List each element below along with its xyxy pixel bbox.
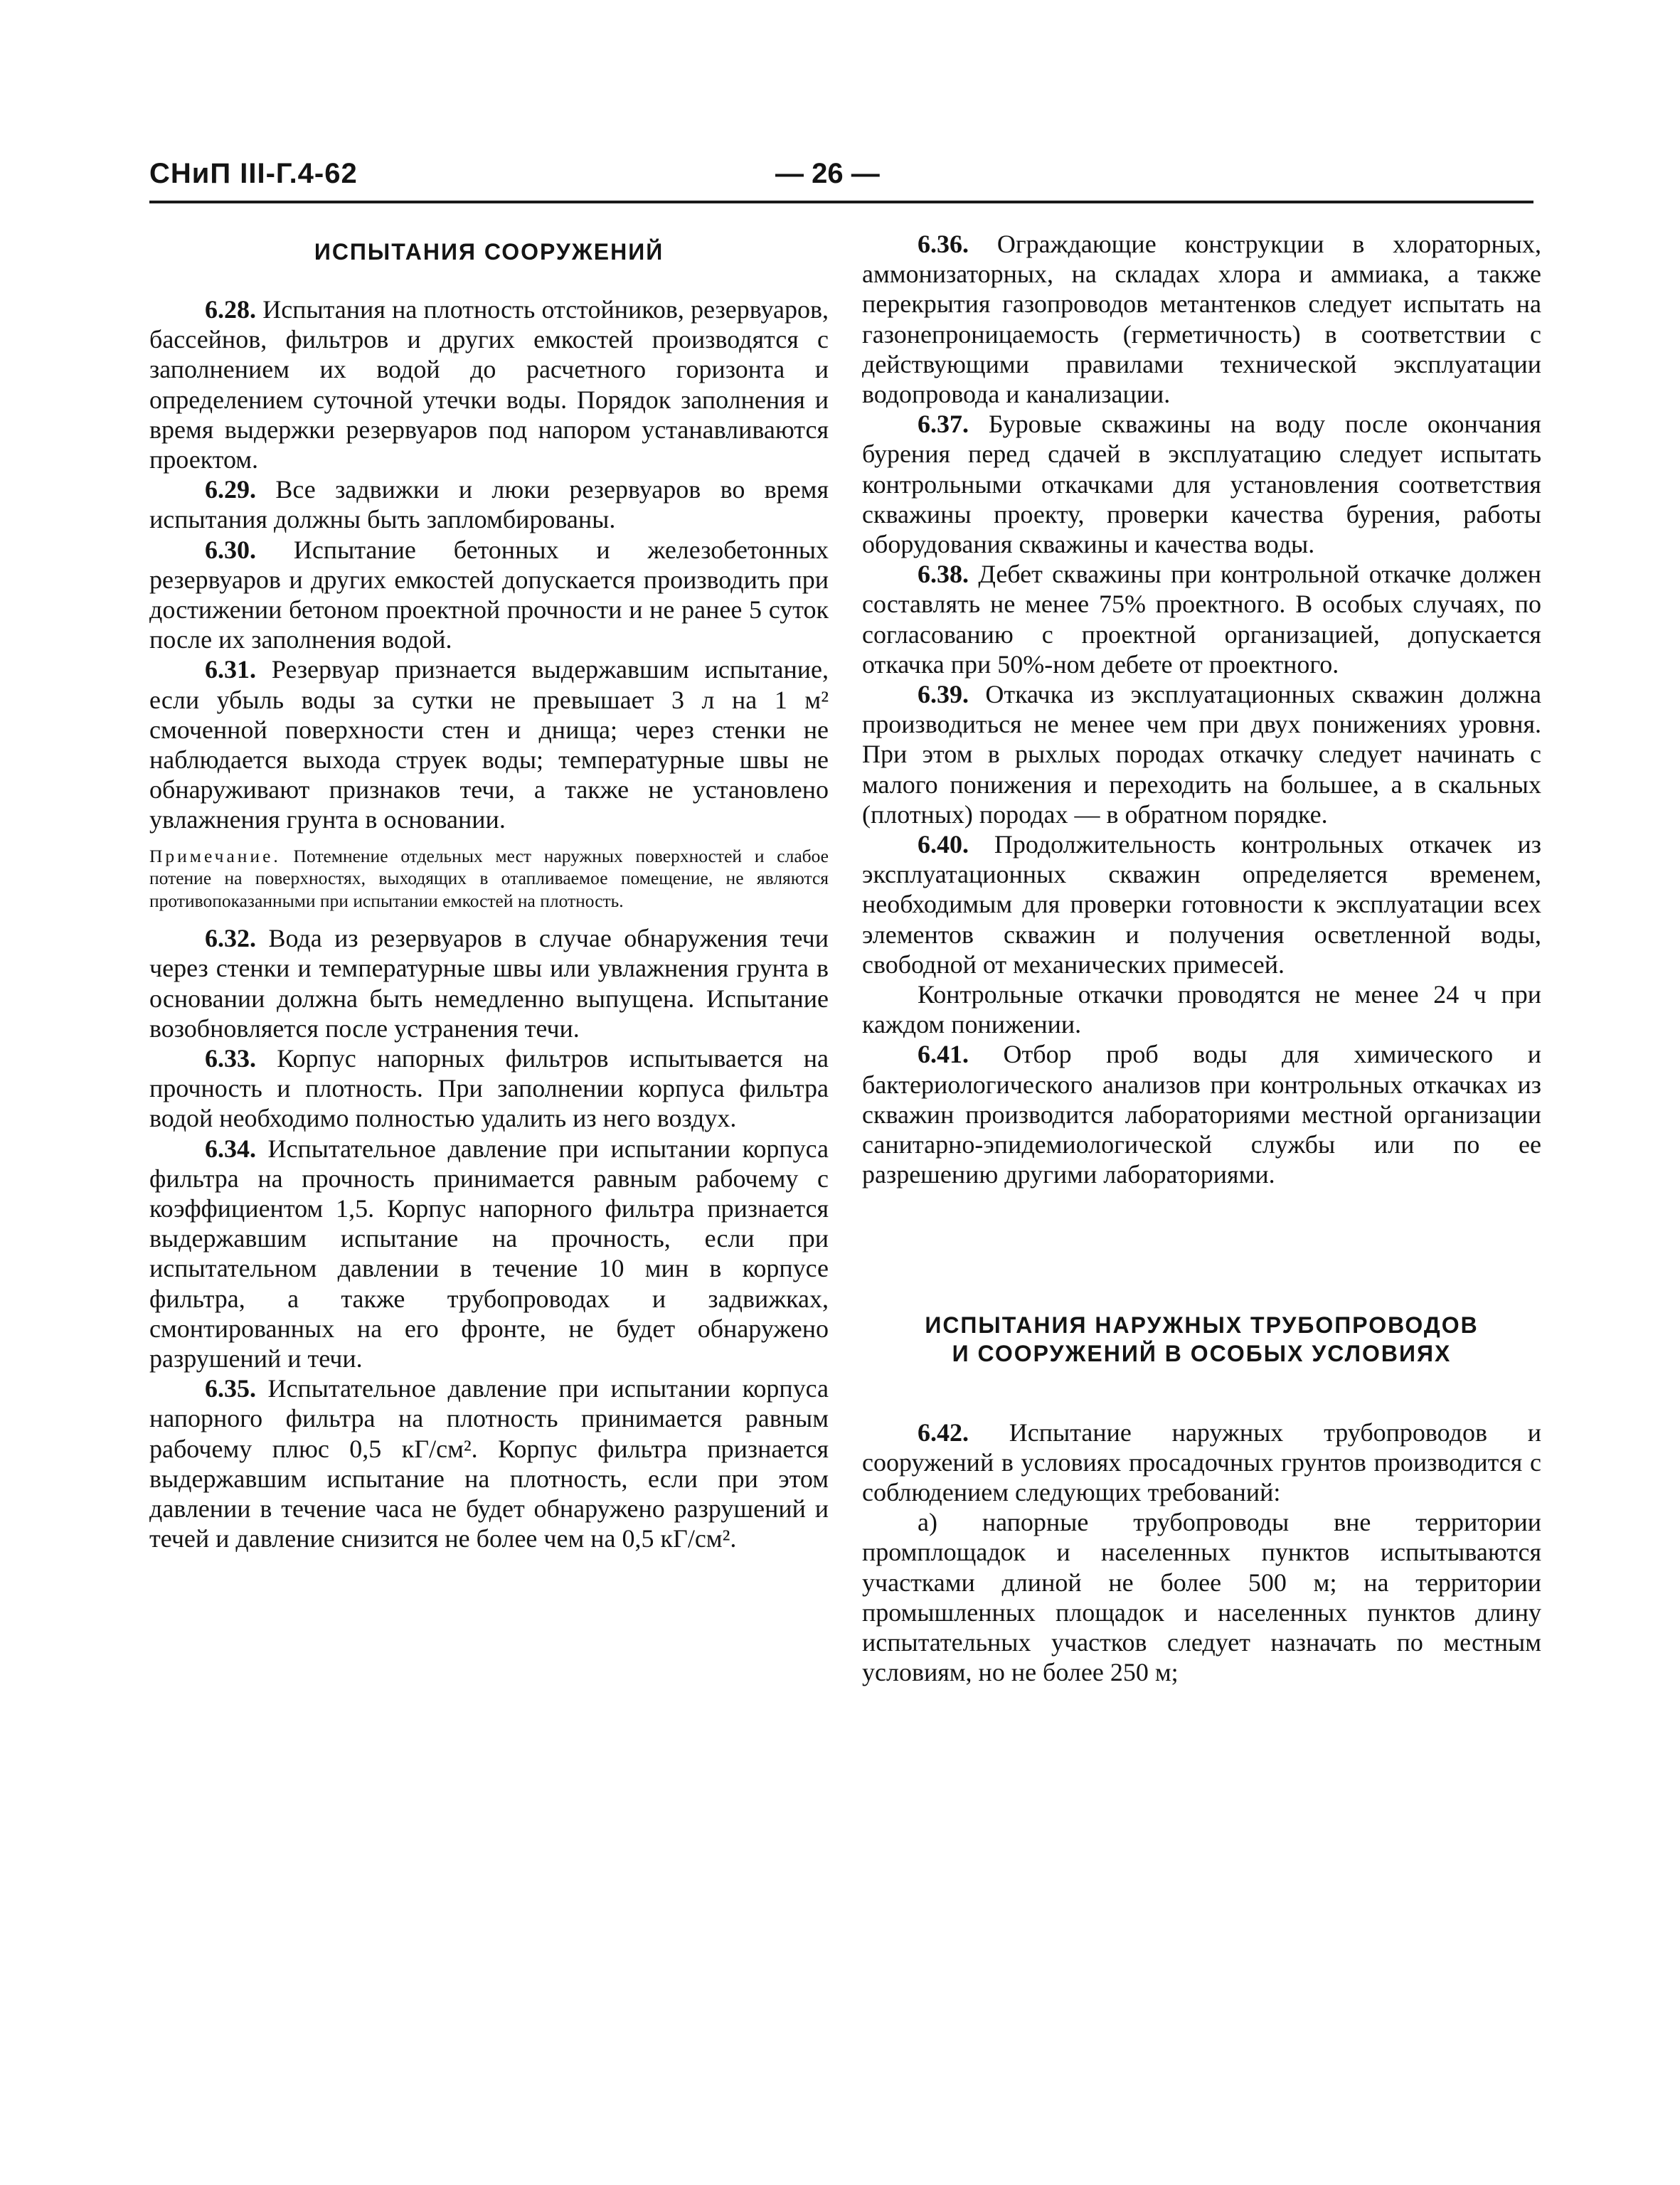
clause-number: 6.32. [205, 924, 256, 953]
paragraph-6-33 [149, 1043, 829, 1134]
page-number: — 26 — [775, 158, 880, 189]
left-column [149, 229, 829, 1553]
section-heading-line: И СООРУЖЕНИЙ В ОСОБЫХ УСЛОВИЯХ [952, 1340, 1452, 1366]
clause-number: 6.39. [918, 680, 969, 709]
paragraph-6-42-a [862, 1507, 1541, 1687]
clause-number: 6.34. [205, 1134, 256, 1163]
paragraph-6-40-continued [862, 979, 1541, 1039]
paragraph-6-37 [862, 409, 1541, 559]
clause-text: Дебет скважины при контрольной откачке должен составлять не менее 75% проектного. В особых случаях, по согласованию с проектной организацией, допускается откачка при 50%-ном дебете от проектного. [862, 560, 1541, 679]
note-label: Примечание. [149, 845, 281, 866]
paragraph-6-39 [862, 679, 1541, 829]
clause-number: 6.37. [918, 410, 969, 439]
clause-text: Испытательное давление при испытании корпуса напорного фильтра на плотность принимается равным рабочему плюс 0,5 кГ/см². Корпус фильтра признается выдержавшим испытание на плотность, если при этом давлении в течение часа не будет обнаружено разрушений и течей и давление снизится не более чем на 0,5 кГ/см². [149, 1374, 829, 1553]
section-heading-line: ИСПЫТАНИЯ НАРУЖНЫХ ТРУБОПРОВОДОВ [925, 1312, 1479, 1338]
clause-number: 6.28. [205, 295, 256, 324]
paragraph-6-42 [862, 1418, 1541, 1508]
paragraph-6-28 [149, 294, 829, 474]
clause-text: Контрольные откачки проводятся не менее 24 ч при каждом понижении. [862, 980, 1541, 1039]
paragraph-6-40 [862, 829, 1541, 979]
clause-number: 6.31. [205, 655, 256, 684]
clause-text: Вода из резервуаров в случае обнаружения течи через стенки и температурные швы или увлажнения грунта в основании должна быть немедленно выпущена. Испытание возобновляется после устранения течи. [149, 924, 829, 1043]
document-code: СНиП III-Г.4-62 [149, 158, 358, 189]
clause-text: Корпус напорных фильтров испытывается на прочность и плотность. При заполнении корпуса фильтра водой необходимо полностью удалить из него воздух. [149, 1043, 829, 1133]
clause-number: 6.40. [918, 830, 969, 859]
note-text: Потемнение отдельных мест наружных поверхностей и слабое потение на поверхностях, выходящих в отапливаемое помещение, не являются противопоказанными при испытании емкостей на плотность. [149, 845, 829, 911]
page-header [149, 158, 1533, 203]
clause-text: Резервуар признается выдержавшим испытание, если убыль воды за сутки не превышает 3 л на 1 м² смоченной поверхности стен и днища; через стенки не наблюдается выхода струек воды; температурные швы не обнаруживают признаков течи, а также не установлено увлажнения грунта в основании. [149, 655, 829, 834]
clause-text: Испытание бетонных и железобетонных резервуаров и других емкостей допускается производить при достижении бетоном проектной прочности и не ранее 5 суток после их заполнения водой. [149, 535, 829, 654]
note-paragraph [149, 845, 829, 913]
clause-text: Отбор проб воды для химического и бактериологического анализов при контрольных откачках из скважин производится лабораториями местной организации санитарно-эпидемиологической службы или по ее разрешению другими лабораториями. [862, 1040, 1541, 1189]
clause-number: 6.38. [918, 560, 969, 589]
section-heading [862, 1311, 1541, 1368]
clause-text: Испытания на плотность отстойников, резервуаров, бассейнов, фильтров и других емкостей производятся с заполнением их водой до расчетного горизонта и определением суточной утечки воды. Порядок заполнения и время выдержки резервуаров под напором устанавливаются проектом. [149, 295, 829, 474]
paragraph-6-30 [149, 535, 829, 655]
clause-number: 6.33. [205, 1043, 256, 1073]
paragraph-6-32 [149, 923, 829, 1043]
clause-number: 6.42. [918, 1418, 969, 1447]
paragraph-6-36 [862, 229, 1541, 409]
clause-text: Ограждающие конструкции в хлораторных, аммонизаторных, на складах хлора и аммиака, а также перекрытия газопроводов метантенков следует испытать на газонепроницаемость (герметичность) в соответствии с действующими правилами технической эксплуатации водопровода и канализации. [862, 230, 1541, 409]
clause-text: Откачка из эксплуатационных скважин должна производиться не менее чем при двух понижениях уровня. При этом в рыхлых породах откачку следует начинать с малого понижения и переходить на большее, а в скальных (плотных) породах — в обратном порядке. [862, 680, 1541, 829]
section-heading: ИСПЫТАНИЯ СООРУЖЕНИЙ [314, 239, 664, 265]
paragraph-6-35 [149, 1373, 829, 1553]
clause-number: 6.30. [205, 535, 256, 564]
right-column [862, 229, 1541, 1687]
paragraph-6-41 [862, 1039, 1541, 1189]
clause-text: Продолжительность контрольных откачек из эксплуатационных скважин определяется временем, необходимым для проверки готовности к эксплуатации всех элементов скважин и получения осветленной воды, свободной от механических примесей. [862, 830, 1541, 979]
clause-text: Буровые скважины на воду после окончания бурения перед сдачей в эксплуатацию следует испытать контрольными откачками для установления соответствия скважины проекту, проверки качества бурения, работы оборудования скважины и качества воды. [862, 410, 1541, 559]
clause-text: Все задвижки и люки резервуаров во время испытания должны быть запломбированы. [149, 475, 829, 534]
clause-number: 6.41. [918, 1040, 969, 1069]
clause-number: 6.36. [918, 230, 969, 258]
clause-text: Испытание наружных трубопроводов и сооружений в условиях просадочных грунтов производится с соблюдением следующих требований: [862, 1418, 1541, 1506]
paragraph-6-31 [149, 654, 829, 834]
clause-text: а) напорные трубопроводы вне территории промплощадок и населенных пунктов испытываются участками длиной не более 500 м; на территории промышленных площадок и населенных пунктов длину испытательных участков следует назначать по местным условиям, но не более 250 м; [862, 1508, 1541, 1687]
paragraph-6-34 [149, 1134, 829, 1374]
clause-number: 6.35. [205, 1374, 256, 1403]
clause-number: 6.29. [205, 475, 256, 504]
paragraph-6-38 [862, 559, 1541, 679]
paragraph-6-29 [149, 474, 829, 534]
header-rule [149, 201, 1533, 203]
clause-text: Испытательное давление при испытании корпуса фильтра на прочность принимается равным рабочему с коэффициентом 1,5. Корпус напорного фильтра признается выдержавшим испытание на прочность, если при испытательном давлении в течение 10 мин в корпусе фильтра, а также трубопроводах и задвижках, смонтированных на его фронте, не будет обнаружено разрушений и течи. [149, 1134, 829, 1373]
